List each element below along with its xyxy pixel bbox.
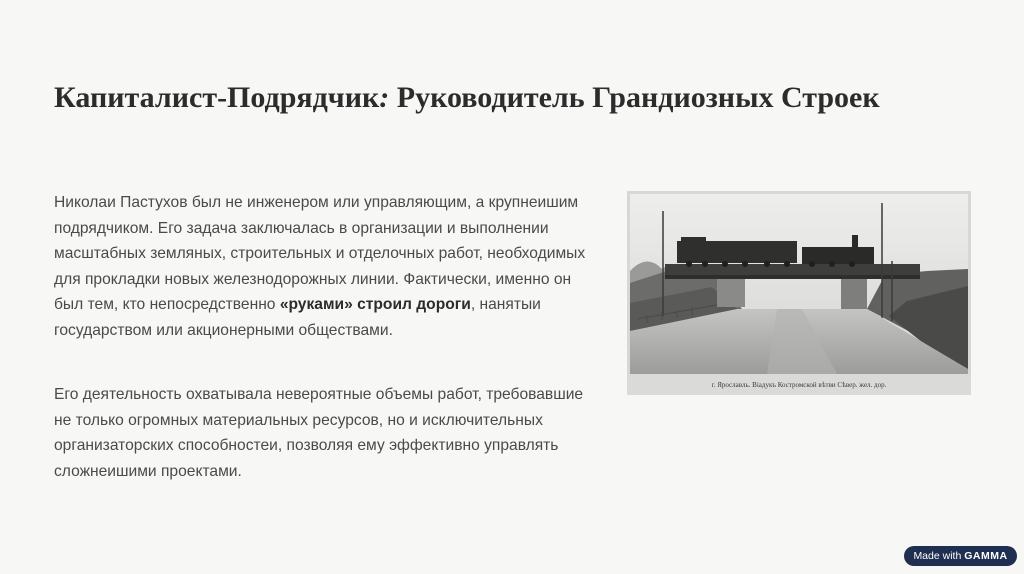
photo-bridge-pier-left	[717, 279, 745, 307]
paragraph-1	[54, 190, 594, 343]
title-part2: Руководитель Грандиозных Строек	[389, 81, 880, 114]
photo-caption: г. Ярославль. Віадукъ Костромской вѣтви Сѣвер. жел. дор.	[711, 381, 887, 389]
title-separator: :	[379, 81, 390, 114]
paragraph-1-text-after: , нанятыи государством или акционерными обществами.	[54, 296, 541, 339]
paragraph-2: Его деятельность охватывала невероятные объемы работ, требовавшие не только огромных материальных ресурсов, но и исключительных организаторских способностеи, позволяя ему эффективно управлять сложнеишими проектами.	[54, 386, 584, 480]
paragraph-1-text-before: Николаи Пастухов был не инженером или управляющим, а крупнеишим подрядчиком. Его задача заключалась в организации и выполнении масштабных земляных, строительных и отделочных работ, необходимых для прокладки новых железнодорожных линии. Фактически, именно он был тем, кто непосредственно	[54, 194, 586, 313]
badge-prefix: Made with	[913, 550, 965, 562]
photo-train	[677, 241, 797, 263]
badge-brand: GAMMA	[964, 550, 1008, 562]
paragraph-1-bold-phrase: «руками» строил дороги	[279, 296, 471, 313]
railway-viaduct-photo	[627, 191, 971, 395]
slide-title	[54, 78, 914, 118]
photo-bridge-pier-right	[841, 279, 867, 309]
made-with-gamma-badge[interactable]	[904, 546, 1017, 566]
title-part1: Капиталист-Подрядчик	[54, 81, 380, 114]
